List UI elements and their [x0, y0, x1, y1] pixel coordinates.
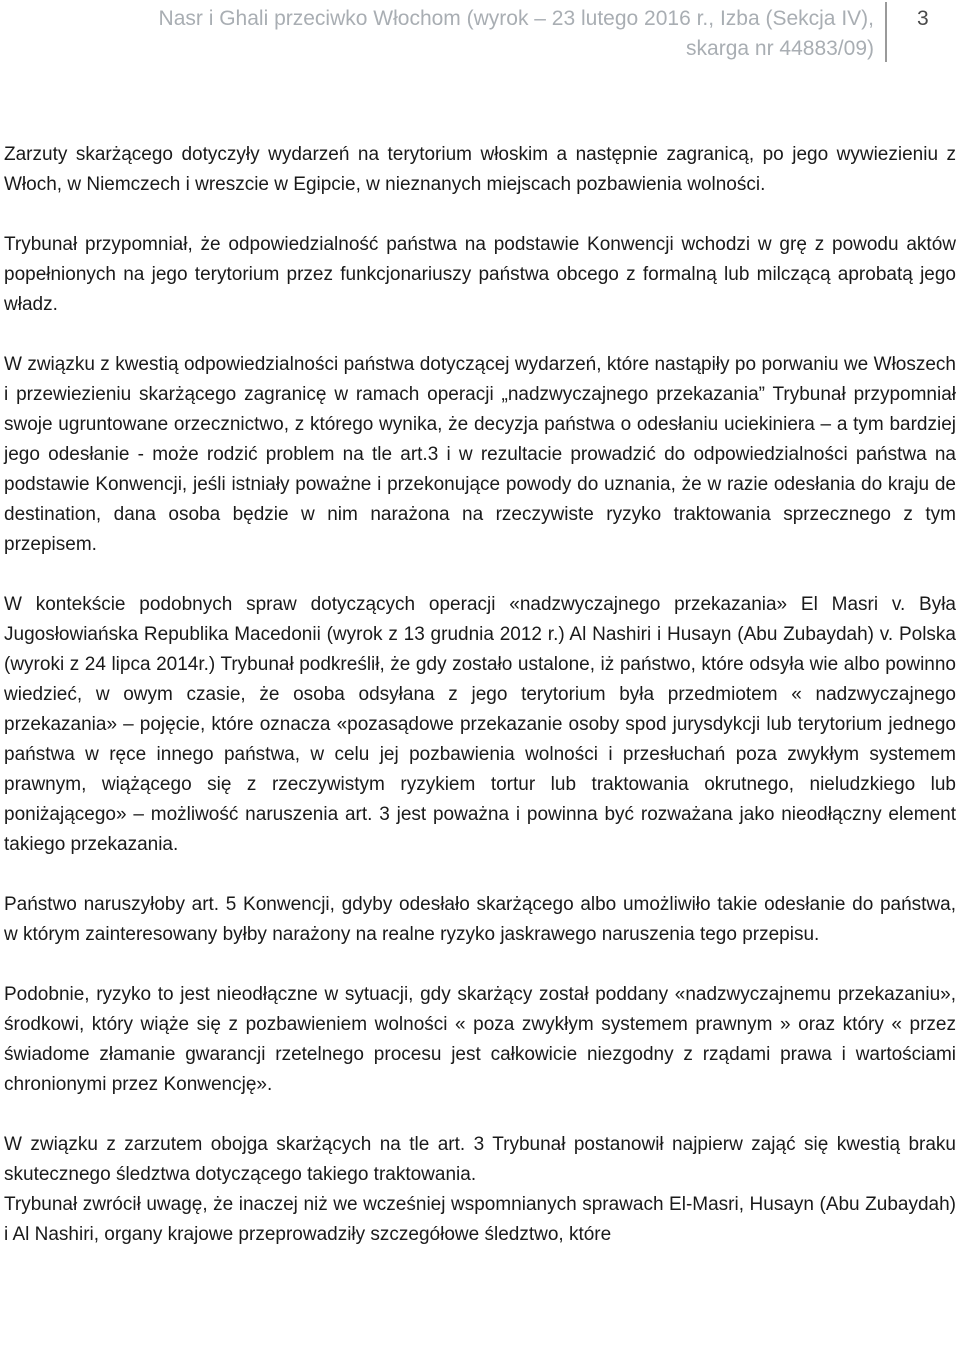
paragraph-3: W związku z kwestią odpowiedzialności państwa dotyczącej wydarzeń, które nastąpiły po porwaniu we Włoszech i przewiezieniu skarżącego zagranicę w ramach operacji „nadzwyczajnego przekazania” Trybunał przypomniał swoje ugruntowane orzecznictwo, z którego wynika, że decyzja państwa o odesłaniu uciekiniera – a tym bardziej jego odesłanie - może rodzić problem na tle art.3 i w rezultacie prowadzić do odpowiedzialności państwa na podstawie Konwencji, jeśli istniały poważne i przekonujące powody do uznania, że w razie odesłania do kraju de destination, dana osoba będzie w nim narażona na rzeczywiste ryzyko traktowania sprzecznego z tym przepisem.	[4, 354, 956, 555]
paragraph-6: Podobnie, ryzyko to jest nieodłączne w sytuacji, gdy skarżący został poddany «nadzwyczajnemu przekazaniu», środkowi, który wiąże się z pozbawieniem wolności « poza zwykłym systemem prawnym » oraz który « przez świadome złamanie gwarancji rzetelnego procesu jest całkowicie niezgodny z rządami prawa i wartościami chronionymi przez Konwencję».	[4, 984, 956, 1095]
page-number: 3	[917, 7, 929, 30]
running-header-line-1: Nasr i Ghali przeciwko Włochom (wyrok – 23 lutego 2016 r., Izba (Sekcja IV),	[158, 7, 874, 30]
running-header-title	[14, 4, 874, 64]
page-header	[0, 0, 960, 66]
header-divider	[885, 2, 887, 62]
paragraph-4: W kontekście podobnych spraw dotyczących operacji «nadzwyczajnego przekazania» El Masri v. Była Jugosłowiańska Republika Macedonii (wyrok z 13 grudnia 2012 r.) Al Nashiri i Husayn (Abu Zubaydah) v. Polska (wyroki z 24 lipca 2014r.) Trybunał podkreślił, że gdy zostało ustalone, iż państwo, które odsyła wie albo powinno wiedzieć, w owym czasie, że osoba odsyłana z jego terytorium była przedmiotem « nadzwyczajnego przekazania» – pojęcie, które oznacza «pozasądowe przekazanie osoby spod jurysdykcji lub terytorium jednego państwa w ręce innego państwa, w celu jej pozbawienia wolności i przesłuchań poza zwykłym systemem prawnym, wiążącego się z rzeczywistym ryzykiem tortur lub traktowania okrutnego, nieludzkiego lub poniżającego» – możliwość naruszenia art. 3 jest poważna i powinna być rozważana jako nieodłączny element takiego przekazania.	[4, 594, 956, 855]
paragraph-2: Trybunał przypomniał, że odpowiedzialność państwa na podstawie Konwencji wchodzi w grę z powodu aktów popełnionych na jego terytorium przez funkcjonariuszy państwa obcego z formalną lub milczącą aprobatą jego władz.	[4, 234, 956, 315]
document-body	[4, 140, 956, 1250]
paragraph-1: Zarzuty skarżącego dotyczyły wydarzeń na terytorium włoskim a następnie zagranicą, po jego wywiezieniu z Włoch, w Niemczech i wreszcie w Egipcie, w nieznanych miejscach pozbawienia wolności.	[4, 144, 956, 195]
paragraph-7: W związku z zarzutem obojga skarżących na tle art. 3 Trybunał postanowił najpierw zająć się kwestią braku skutecznego śledztwa dotyczącego takiego traktowania.	[4, 1134, 956, 1185]
paragraph-8: Trybunał zwrócił uwagę, że inaczej niż we wcześniej wspomnianych sprawach El-Masri, Husayn (Abu Zubaydah) i Al Nashiri, organy krajowe przeprowadziły szczegółowe śledztwo, które	[4, 1194, 956, 1245]
running-header-line-2: skarga nr 44883/09)	[686, 37, 874, 60]
paragraph-5: Państwo naruszyłoby art. 5 Konwencji, gdyby odesłało skarżącego albo umożliwiło takie odesłanie do państwa, w którym zainteresowany byłby narażony na realne ryzyko jaskrawego naruszenia tego przepisu.	[4, 894, 956, 945]
